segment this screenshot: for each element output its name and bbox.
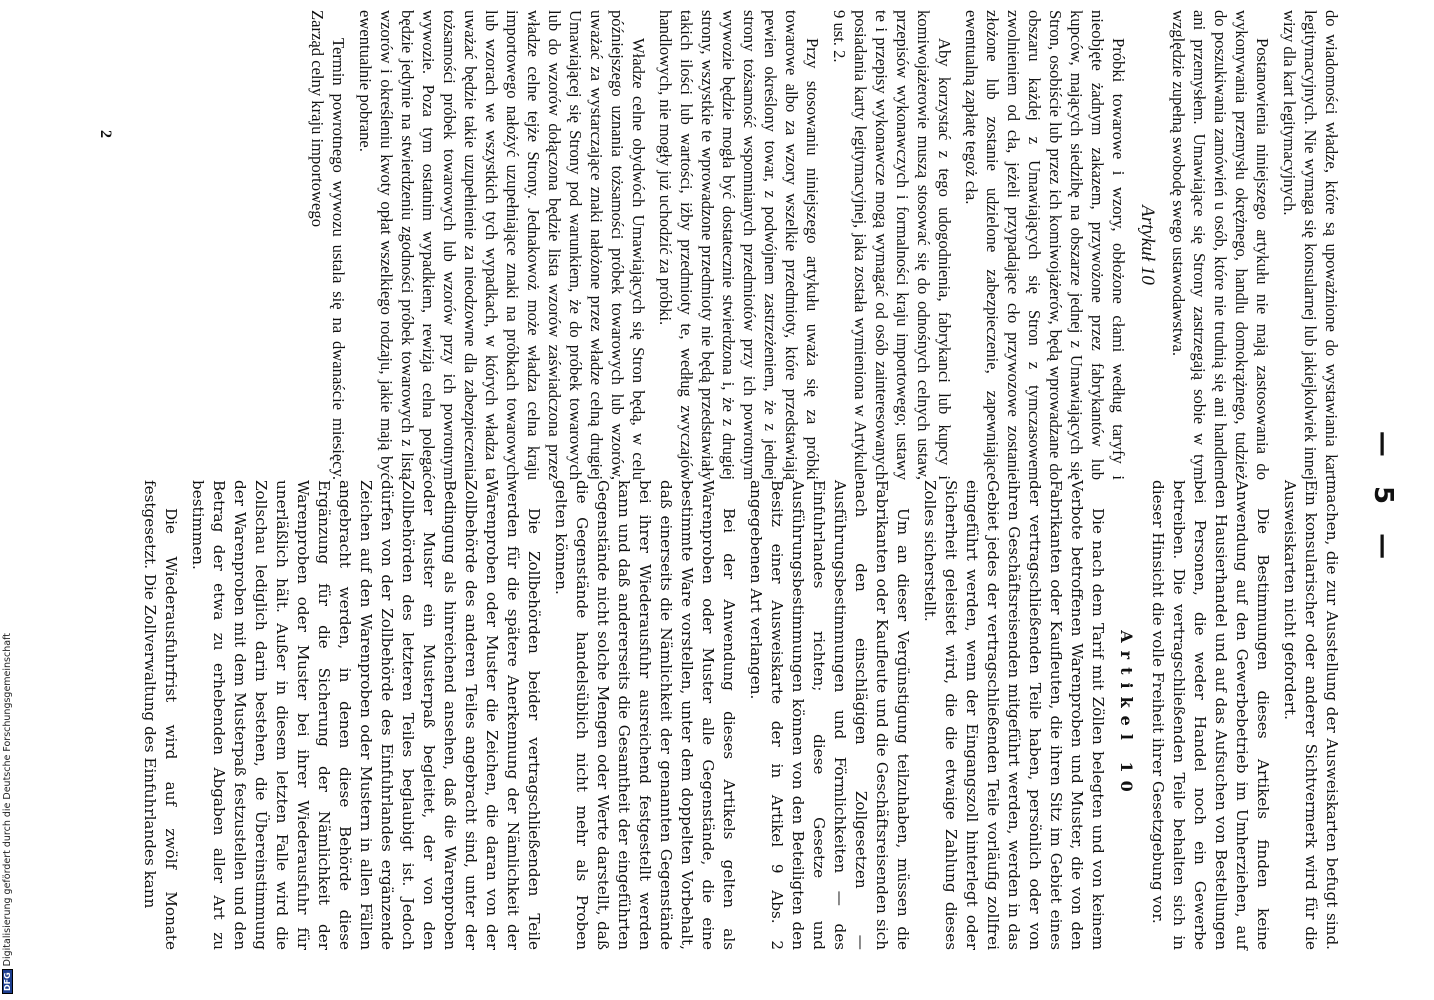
german-column bbox=[133, 480, 1342, 950]
german-paragraph: Die Zollbehörden beider vertragschließenden Teile werden für die spätere Anerkennung der Nämlichkeit der Warenproben oder Muster die Zeichen, die daran von der Zollbehörde des anderen Teiles angebracht sind, unter der Bedingung als hinreichend ansehen, daß die Warenproben oder Muster ein Musterpaß begleitet, der von den Zollbehörden des letzteren Teiles beglaubigt ist. Jedoch dürfen von der Zollbehörde des Einfuhrlandes ergänzende Zeichen auf den Warenproben oder Mustern in allen Fällen angebracht werden, in denen diese Behörde diese Ergänzung für die Sicherung der Nämlichkeit der Warenproben oder Muster bei ihrer Wiederausfuhr für unerläßlich hält. Außer in diesem letzten Falle wird die Zollschau lediglich darin bestehen, die Übereinstimmung der Warenproben mit dem Musterpaß festzustellen und den Betrag der etwa zu erhebenden Abgaben aller Art zu bestimmen. bbox=[189, 480, 543, 950]
polish-paragraph: Aby korzystać z tego udogodnienia, fabrykanci lub kupcy i komiwojażerowie muszą stosować się do odnośnych celnych ustaw, przepisów wykonawczych i formalności kraju importowego; ustawy te i przepisy wykonawcze mogą wymagać od osób zainteresowanych posiadania karty legitymacyjnej, jaka została wymieniona w Artykule 9 ust. 2. bbox=[830, 10, 954, 480]
polish-paragraph: Przy stosowaniu niniejszego artykułu uważa się za próbki towarowe albo za wzory wszelkie przedmioty, które przedstawiają pewien określony towar, z podwójnem zastrzeżeniem, że z jednej strony tożsamość wspomnianych przedmiotów przy ich powrotnym wywozie będzie mogła być dostatecznie stwierdzona i, że z drugiej strony, wszystkie te wprowadzone przedmioty nie będą przedstawiały takich ilości lub wartości, iżby przedmioty te, według zwyczajów handlowych, nie mogły już uchodzić za próbki. bbox=[656, 10, 822, 480]
polish-paragraph: Termin powrotnego wywozu ustala się na dwanaście miesięcy. Zarząd celny kraju importowego bbox=[308, 10, 348, 480]
page-number: — 5 — bbox=[1368, 430, 1398, 570]
polish-paragraph: Próbki towarowe i wzory, obłożone cłami według taryfy i nieobjęte żadnym zakazem, przywożone przez fabrykantów lub kupców, mających siedzibę na obszarze jednej z Umawiających się Stron, osobiście lub przez ich komiwojażerów, będą wprowadzane do obszaru każdej z Umawiających się Stron z tymczasowem zwolnieniem od cła, jeżeli przypadające cło przywozowe zostanie złożone lub zostanie udzielone zabezpieczenie, zapewniające ewentualną zapłatę tegoż cła. bbox=[962, 10, 1128, 480]
credit-text: Digitalisierung gefördert durch die Deutsche Forschungsgemeinschaft bbox=[2, 633, 13, 967]
polish-column bbox=[301, 10, 1342, 480]
german-paragraph: Um an dieser Vergünstigung teilzuhaben, müssen die Fabrikanten oder Kaufleute und die Geschäftsreisenden sich nach den einschlägigen Zollgesetzen — Ausführungsbestimmungen und Förmlichkeiten — des Einfuhrlandes richten; diese Gesetze und Ausführungsbestimmungen können von den Beteiligten den Besitz einer Ausweiskarte der in Artikel 9 Abs. 2 angegebenen Art verlangen. bbox=[747, 480, 912, 950]
german-paragraph: Die Wiederausfuhrfrist wird auf zwölf Monate festgesetzt. Die Zollverwaltung des Einfuhrlandes kann bbox=[141, 480, 180, 950]
german-paragraph: Die nach dem Tarif mit Zöllen belegten und von keinem Verbote betroffenen Warenproben und Muster, die von den Fabrikanten oder Kaufleuten, die ihren Sitz im Gebiet eines der vertragschließenden Teile haben, persönlich oder von ihren Geschäftsreisenden mitgeführt werden, werden in das Gebiet jedes der vertragschließenden Teile vorläufig zollfrei eingeführt werden, wenn der Eingangszoll hinterlegt oder Sicherheit geleistet wird, die die etwaige Zahlung dieses Zolles sicherstellt. bbox=[921, 480, 1107, 950]
polish-paragraph: Władze celne obydwóch Umawiających się Stron będą, w celu późniejszego uznania tożsamości próbek towarowych lub wzorów, uważać za wystarczające znaki nałożone przez władze celną drugiej Umawiającej się Strony pod warunkiem, że do próbek towarowych lub do wzorów dołączona będzie lista wzorów zaświadczona przez władze celne tejże Strony. Jednakowoż może władza celna kraju importowego nałożyć uzupełniające znaki na próbkach towarowych lub wzorach we wszystkich tych wypadkach, w których władza ta uważać będzie takie uzupełnienie za nieodzowne dla zabezpieczenia tożsamości próbek towarowych lub wzorów przy ich powrotnym wywozie. Poza tym ostatnim wypadkiem, rewizja celna polegać będzie jedynie na stwierdzeniu zgodności próbek towarowych z listą wzorów i określeniu kwoty opłat wszelkiego rodzaju, jakie mają być ewentualnie pobrane. bbox=[356, 10, 648, 480]
polish-article-heading: Artykuł 10 bbox=[1137, 205, 1158, 285]
polish-paragraph: Postanowienia niniejszego artykułu nie mają zastosowania do wykonywania przemysłu okrężnego, handlu domokrążnego, tudzież do poszukiwania zamówień u osób, które nie trudnią się ani handlem ani przemysłem. Umawiające się Strony zastrzegają sobie w tym względzie zupełną swobodę swego ustawodawstwa. bbox=[1169, 10, 1272, 480]
polish-paragraph: do wiadomości władze, które są upoważnione do wystawiania kart legitymacyjnych. Nie wymaga się konsularnej lub jakiejkolwiek innej wizy dla kart legitymacyjnych. bbox=[1280, 10, 1341, 480]
dfg-logo-icon: DFG bbox=[2, 969, 13, 994]
german-paragraph: Die Bestimmungen dieses Artikels finden keine Anwendung auf den Gewerbebetrieb im Umherziehen, auf den Hausierhandel und auf das Aufsuchen von Bestellungen bei Personen, die weder Handel noch ein Gewerbe betreiben. Die vertragschließenden Teile behalten sich in dieser Hinsicht die volle Freiheit ihrer Gesetzgebung vor. bbox=[1149, 480, 1272, 950]
digitization-credit bbox=[0, 0, 16, 1000]
german-paragraph: Bei der Anwendung dieses Artikels gelten als Warenproben oder Muster alle Gegenstände, die eine bestimmte Ware vorstellen, unter dem doppelten Vorbehalt, daß einerseits die Nämlichkeit der genannten Gegenstände bei ihrer Wiederausfuhr ausreichend festgestellt werden kann und daß andererseits die Gesamtheit der eingeführten Gegenstände nicht solche Mengen oder Werte darstellt, daß die Gegenstände handelsüblich nicht mehr als Proben gelten können. bbox=[552, 480, 738, 950]
sheet-signature-number: 2 bbox=[97, 130, 114, 138]
german-paragraph: machen, die zur Ausstellung der Ausweiskarten befugt sind. Ein konsularischer oder anderer Sichtvermerk wird für die Ausweiskarten nicht gefordert. bbox=[1281, 480, 1341, 950]
german-article-heading: Artikel 10 bbox=[1117, 630, 1136, 800]
